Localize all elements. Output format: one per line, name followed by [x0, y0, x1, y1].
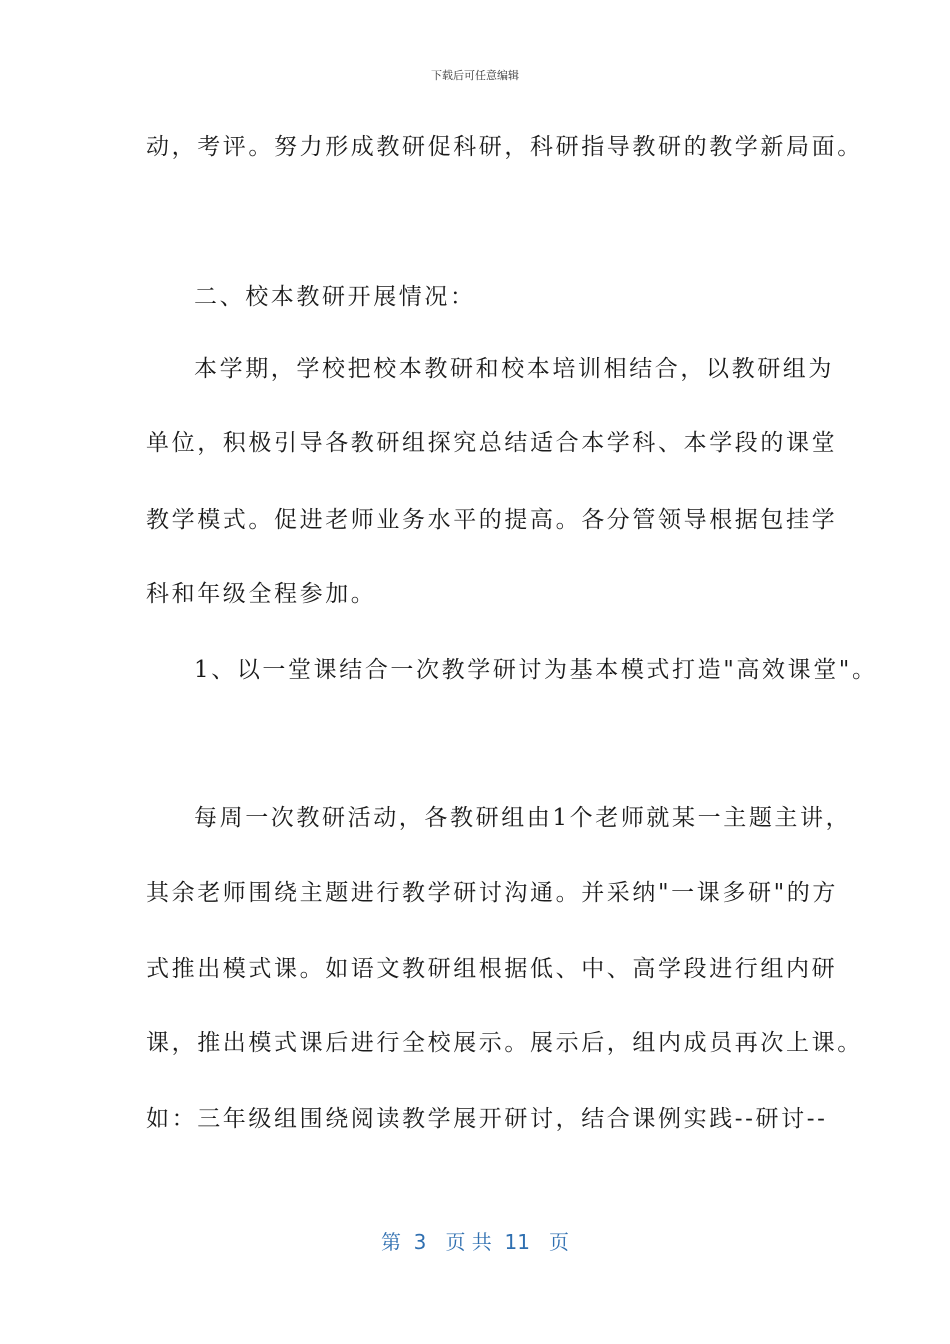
page-header-note: 下载后可任意编辑 [431, 69, 519, 82]
body-line-12: 如：三年级组围绕阅读教学展开研讨，结合课例实践--研讨-- [146, 1106, 828, 1132]
body-line-9: 其余老师围绕主题进行教学研讨沟通。并采纳"一课多研"的方 [146, 880, 838, 906]
body-line-4: 单位，积极引导各教研组探究总结适合本学科、本学段的课堂 [146, 430, 838, 456]
subsection-heading: 1、以一堂课结合一次教学研讨为基本模式打造"高效课堂"。 [194, 657, 878, 683]
section-heading: 二、校本教研开展情况： [194, 284, 476, 310]
body-line-3: 本学期，学校把校本教研和校本培训相结合，以教研组为 [194, 356, 834, 382]
body-line-5: 教学模式。促进老师业务水平的提高。各分管领导根据包挂学 [146, 507, 838, 533]
body-line-10: 式推出模式课。如语文教研组根据低、中、高学段进行组内研 [146, 956, 838, 982]
page-number-footer: 第 3 页 共 11 页 [380, 1230, 570, 1254]
body-line-11: 课，推出模式课后进行全校展示。展示后，组内成员再次上课。 [146, 1030, 863, 1056]
body-line-1: 动，考评。努力形成教研促科研，科研指导教研的教学新局面。 [146, 134, 863, 160]
body-line-6: 科和年级全程参加。 [146, 581, 377, 607]
body-line-8: 每周一次教研活动，各教研组由1个老师就某一主题主讲， [194, 805, 852, 831]
